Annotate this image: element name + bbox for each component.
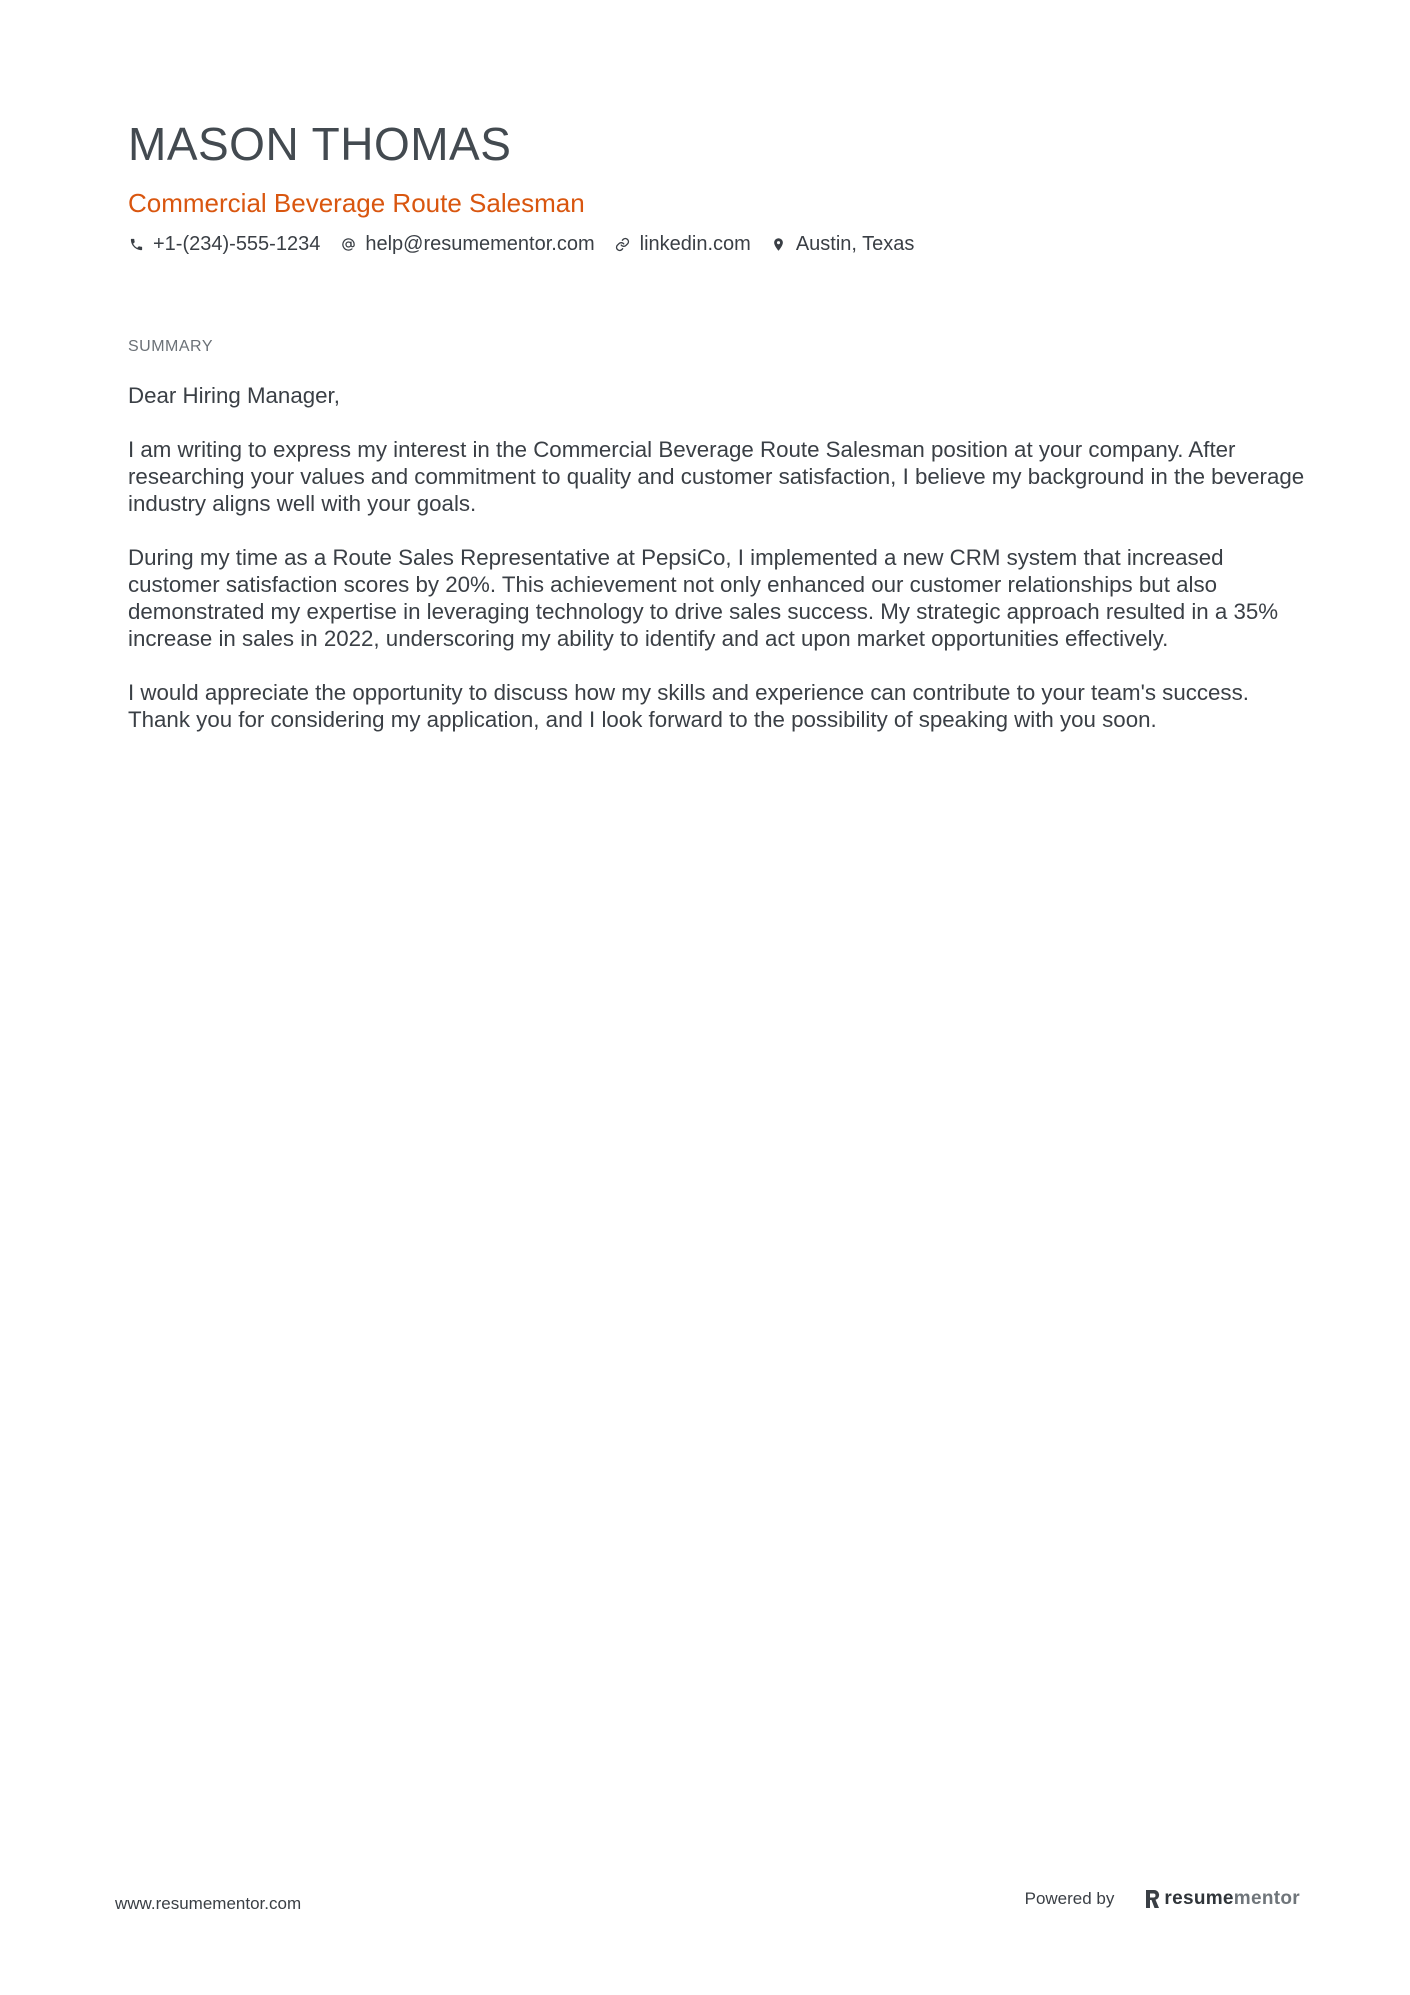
contact-email <box>340 230 594 258</box>
letter-paragraph: I would appreciate the opportunity to discuss how my skills and experience can contribute to your team's success. Thank you for considering my application, and I look forward to the possibility of speaking with you soon. <box>128 680 1249 732</box>
at-icon <box>340 236 356 252</box>
letter-body <box>128 382 1308 760</box>
job-title: Commercial Beverage Route Salesman <box>128 188 585 218</box>
footer-powered-by <box>1025 1888 1300 1910</box>
brand-name-part2: mentor <box>1233 1888 1300 1909</box>
contact-location <box>771 230 915 258</box>
linkedin-link[interactable]: linkedin.com <box>639 233 751 255</box>
powered-by-label: Powered by <box>1024 1889 1115 1908</box>
brand-mark-icon <box>1144 1889 1160 1909</box>
letter-paragraph: During my time as a Route Sales Representative at PepsiCo, I implemented a new CRM system that increased customer satisfaction scores by 20%. This achievement not only enhanced our customer relationships but also demonstrated my expertise in leveraging technology to drive sales success. My strategic approach resulted in a 35% increase in sales in 2022, underscoring my ability to identify and act upon market opportunities effectively. <box>128 545 1279 651</box>
location-text: Austin, Texas <box>795 233 915 255</box>
letter-greeting: Dear Hiring Manager, <box>128 383 340 408</box>
location-pin-icon <box>771 236 787 252</box>
contact-phone <box>128 230 320 258</box>
email-link[interactable]: help@resumementor.com <box>365 233 595 255</box>
brand-logo[interactable] <box>1144 1888 1300 1910</box>
phone-text: +1-(234)-555-1234 <box>153 233 321 255</box>
link-icon <box>615 236 631 252</box>
footer-website[interactable]: www.resumementor.com <box>115 1894 302 1913</box>
phone-icon <box>128 236 144 252</box>
contact-list <box>128 230 1288 258</box>
letter-paragraph: I am writing to express my interest in the Commercial Beverage Route Salesman position at your company. After researching your values and commitment to quality and customer satisfaction, I believe my background in the beverage industry aligns well with your goals. <box>128 437 1305 516</box>
contact-link <box>615 230 751 258</box>
section-heading-summary: SUMMARY <box>128 338 213 355</box>
brand-name-part1: resume <box>1164 1888 1234 1909</box>
header <box>128 116 1288 258</box>
candidate-name: MASON THOMAS <box>128 118 512 170</box>
